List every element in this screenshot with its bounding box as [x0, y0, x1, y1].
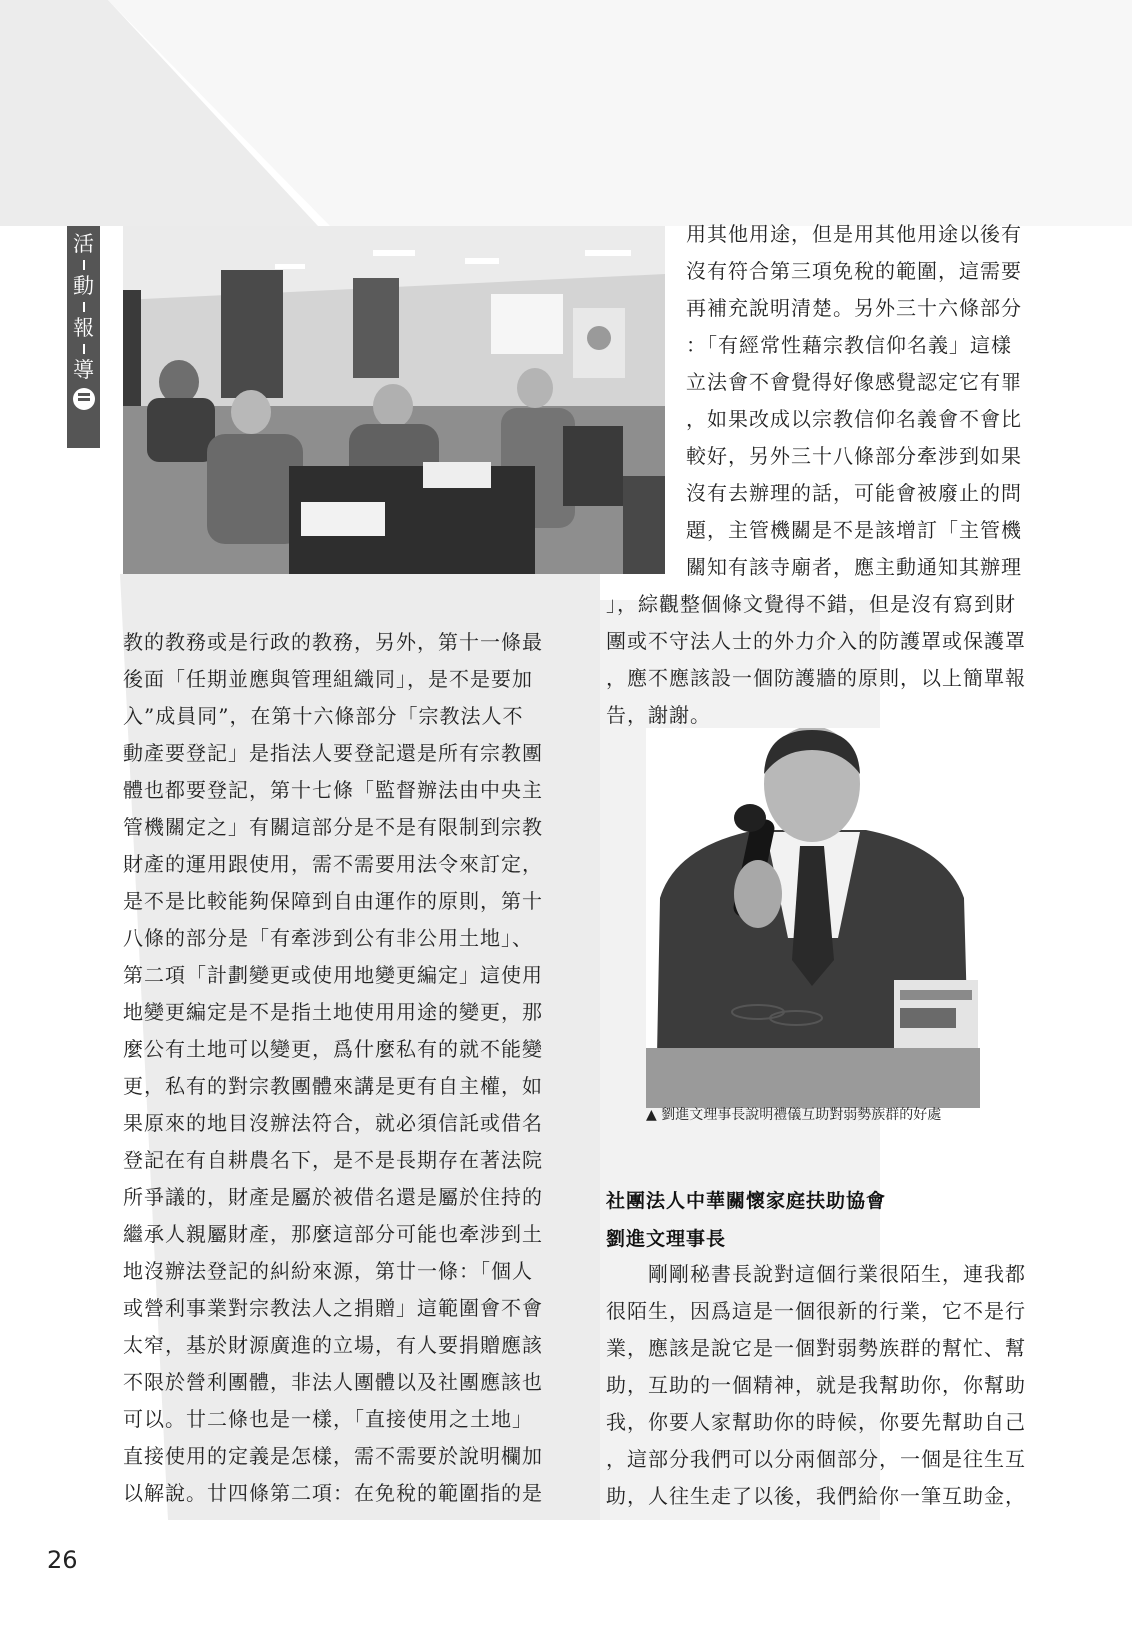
text-line: 繼承人親屬財產，那麼這部分可能也牽涉到土 [123, 1222, 543, 1246]
text-line: 教的教務或是行政的教務，另外，第十一條最 [123, 630, 543, 654]
speaker-photo [646, 728, 980, 1108]
text-line: ：「有經常性藉宗教信仰名義」這樣 [686, 333, 1012, 357]
text-line: 用其他用途，但是用其他用途以後有 [686, 222, 1022, 246]
text-line: 所爭議的，財產是屬於被借名還是屬於住持的 [123, 1185, 543, 1209]
text-line: 果原來的地目沒辦法符合，就必須信託或借名 [123, 1111, 543, 1135]
text-line: 或營利事業對宗教法人之捐贈」這範圍會不會 [123, 1296, 543, 1320]
text-line: 」，綜觀整個條文覺得不錯，但是沒有寫到財 [606, 592, 1016, 616]
section-number-badge [73, 388, 95, 410]
text-line: 告，謝謝。 [606, 703, 711, 727]
left-column-text [123, 624, 553, 1512]
section-tab-char: 報 [73, 316, 94, 340]
text-line: 再補充說明清楚。另外三十六條部分 [686, 296, 1022, 320]
text-line: ，如果改成以宗教信仰名義會不會比 [686, 407, 1022, 431]
text-line: 以解說。廿四條第二項：在免稅的範圍指的是 [123, 1481, 543, 1505]
speaker-organization: 社團法人中華關懷家庭扶助協會 [606, 1190, 887, 1212]
text-line: ，這部分我們可以分兩個部分，一個是往生互 [606, 1447, 1026, 1471]
text-line: 不限於營利團體，非法人團體以及社團應該也 [123, 1370, 543, 1394]
text-line: 沒有去辦理的話，可能會被廢止的問 [686, 481, 1022, 505]
text-line: 體也都要登記，第十七條「監督辦法由中央主 [123, 778, 543, 802]
text-line: 管機關定之」有關這部分是不是有限制到宗教 [123, 815, 543, 839]
section-tab [67, 226, 100, 448]
text-line: 較好，另外三十八條部分牽涉到如果 [686, 444, 1022, 468]
text-line: 財產的運用跟使用，需不需要用法令來訂定， [123, 852, 543, 876]
text-line: 立法會不會覺得好像感覺認定它有罪 [686, 370, 1022, 394]
text-line: 助，人往生走了以後，我們給你一筆互助金， [606, 1484, 1026, 1508]
text-line: 可以。廿二條也是一樣，「直接使用之土地」 [123, 1407, 533, 1431]
text-line: 是不是比較能夠保障到自由運作的原則，第十 [123, 889, 543, 913]
text-line: 團或不守法人士的外力介入的防護罩或保護罩 [606, 629, 1026, 653]
text-line: 更，私有的對宗教團體來講是更有自主權，如 [123, 1074, 543, 1098]
text-line: ，應不應該設一個防護牆的原則，以上簡單報 [606, 666, 1026, 690]
text-line: 題，主管機關是不是該增訂「主管機 [686, 518, 1022, 542]
text-line: 助，互助的一個精神，就是我幫助你，你幫助 [606, 1373, 1026, 1397]
photo-caption: ▲ 劉進文理事長說明禮儀互助對弱勢族群的好處 [646, 1107, 942, 1123]
section-tab-char: 活 [73, 232, 94, 256]
text-line: 動產要登記」是指法人要登記還是所有宗教團 [123, 741, 543, 765]
text-line: 直接使用的定義是怎樣，需不需要於說明欄加 [123, 1444, 543, 1468]
text-line: 八條的部分是「有牽涉到公有非公用土地」、 [123, 926, 533, 950]
text-line: 太窄，基於財源廣進的立場，有人要捐贈應該 [123, 1333, 543, 1357]
text-line: 關知有該寺廟者，應主動通知其辦理 [686, 555, 1022, 579]
text-line: 後面「任期並應與管理組織同」，是不是要加 [123, 667, 533, 691]
meeting-photo [123, 226, 665, 574]
text-line: 地沒辦法登記的糾紛來源，第廿一條：「個人 [123, 1259, 533, 1283]
right-column-top-text [606, 216, 1036, 734]
text-line: 沒有符合第三項免稅的範圍，這需要 [686, 259, 1022, 283]
text-line: 業，應該是說它是一個對弱勢族群的幫忙、幫 [606, 1336, 1026, 1360]
page-number: 26 [47, 1546, 78, 1574]
text-line: 入”成員同”，在第十六條部分「宗教法人不 [123, 704, 524, 728]
text-line: 麼公有土地可以變更，爲什麼私有的就不能變 [123, 1037, 543, 1061]
section-tab-char: 導 [73, 358, 94, 382]
text-line: 地變更編定是不是指土地使用用途的變更，那 [123, 1000, 543, 1024]
speaker-name: 劉進文理事長 [606, 1228, 727, 1250]
text-line: 登記在有自耕農名下，是不是長期存在著法院 [123, 1148, 543, 1172]
section-tab-char: 動 [73, 274, 94, 298]
text-line: 我，你要人家幫助你的時候，你要先幫助自己 [606, 1410, 1026, 1434]
text-line: 剛剛秘書長說對這個行業很陌生，連我都 [606, 1262, 1026, 1286]
right-column-bottom-text [606, 1256, 1036, 1515]
text-line: 很陌生，因爲這是一個很新的行業，它不是行 [606, 1299, 1026, 1323]
text-line: 第二項「計劃變更或使用地變更編定」這使用 [123, 963, 543, 987]
